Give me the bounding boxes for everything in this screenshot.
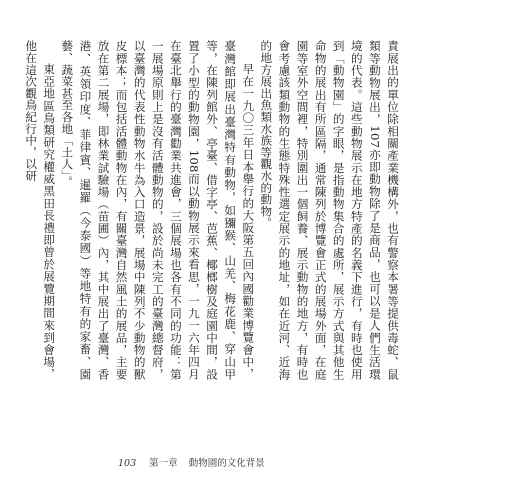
page-footer [118,455,265,469]
page-number: 103 [118,458,137,469]
paragraph-3: 東亞地區鳥類研究權威黑田長禮即曾於展覽期間來到會場，他在這次觀鳥紀行中，以研 [24,40,57,380]
paragraph-2: 早在一九〇三年日本舉行的大阪第五回內國勸業博覽會中，臺灣館即展出臺灣特有動物，如獼猴、山羌、梅花鹿、穿山甲等，在陳列館外、亭臺、借字亭、芭蕉、椰榔樹及庭園中間，設置了小型的動物園，108而以動物展示來看思，一九一六年四月在臺北舉行的臺灣勸業共進會，三個展場也各有不同的功能：第一展場原則上是沒有活體動物的，設於尚未完工的臺灣總督府，以臺灣的代表性動物水牛為入口造景，展場中陳列不少動物的獸皮標本；而包括活體動物在內，有關臺灣自然風土的展品，主要放在第二展場，即林業試驗場（苗圃）內，其中展出了臺灣、香港、英領印度、菲律賓、暹羅（今泰國）等地特有的家畜、園藝、蔬菜甚至各地「土人」。 [60,40,256,380]
chapter-label: 第一章 [149,458,178,469]
paragraph-1: 責展出的單位除相關產業機構外，也有警察本署等提供毒蛇、鼠類等動物展出，107亦即動物除了是商品，也可以是人們生活環境的代表。這些動物展示在地方特產的名義下進行，有時也使用到「動物園」的字眼，是指動物集合的處所，展示方式與其他生命物的展出有所區隔，通常陳列於博覽會正式的展場外面，在庭園等室外空間裡，特別圍出一個飼養、展示動物的地方，有時也會考慮該類動物的生態特殊性選定展示的地址，如在近河、近海的地方展出魚類水族等觀水的動物。 [259,40,400,380]
body-text [24,40,402,380]
chapter-title: 動物園的文化背景 [188,458,265,469]
